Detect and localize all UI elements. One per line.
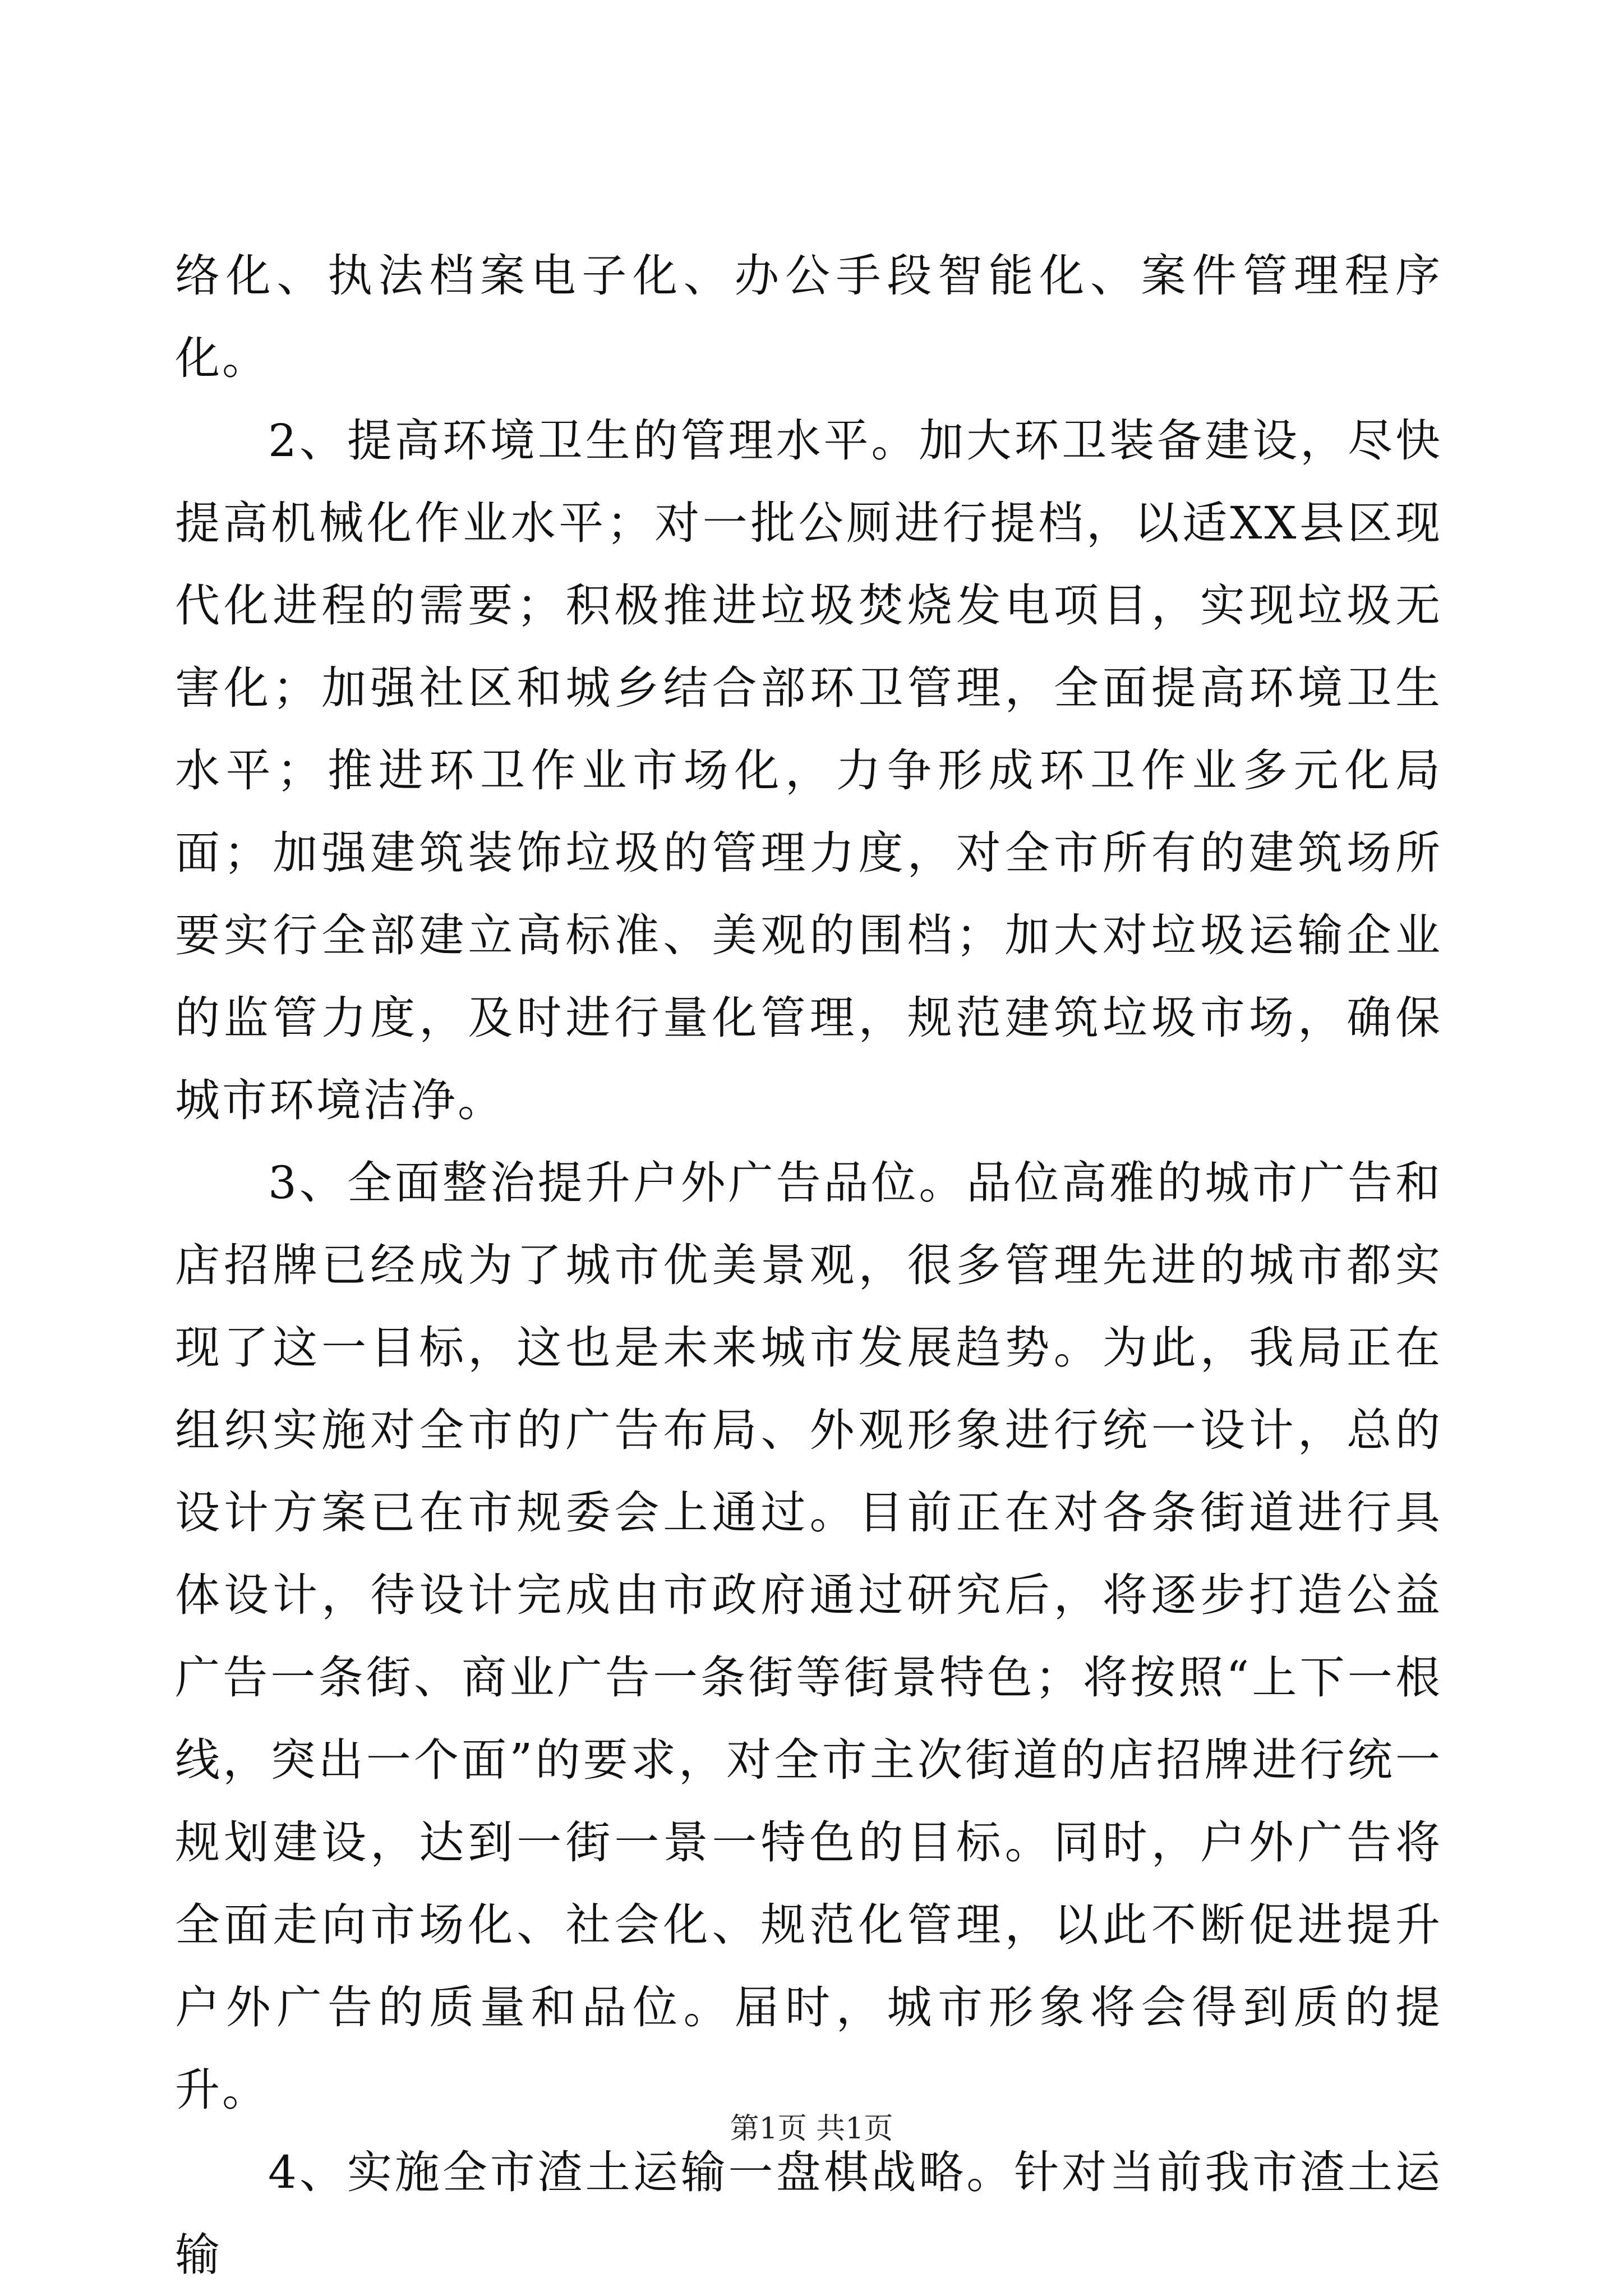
- paragraph-muck-transport: 4、实施全市渣土运输一盘棋战略。针对当前我市渣土运输: [175, 2146, 1442, 2281]
- paragraph-continuation: 络化、执法档案电子化、办公手段智能化、案件管理程序化。: [175, 250, 1442, 384]
- paragraph-environment-sanitation: 2、提高环境卫生的管理水平。加大环卫装备建设，尽快提高机械化作业水平；对一批公厕进行提档，以适XX县区现代化进程的需要；积极推进垃圾焚烧发电项目，实现垃圾无害化；加强社区和城乡结合部环卫管理，全面提高环境卫生水平；推进环卫作业市场化，力争形成环卫作业多元化局面；加强建筑装饰垃圾的管理力度，对全市所有的建筑场所要实行全部建立高标准、美观的围档；加大对垃圾运输企业的监管力度，及时进行量化管理，规范建筑垃圾市场，确保城市环境洁净。: [175, 415, 1442, 1126]
- paragraph-outdoor-advertising: 3、全面整治提升户外广告品位。品位高雅的城市广告和店招牌已经成为了城市优美景观，很多管理先进的城市都实现了这一目标，这也是未来城市发展趋势。为此，我局正在组织实施对全市的广告布局、外观形象进行统一设计，总的设计方案已在市规委会上通过。目前正在对各条街道进行具体设计，待设计完成由市政府通过研究后，将逐步打造公益广告一条街、商业广告一条街等街景特色；将按照“上下一根线，突出一个面”的要求，对全市主次街道的店招牌进行统一规划建设，达到一街一景一特色的目标。同时，户外广告将全面走向市场化、社会化、规范化管理，以此不断促进提升户外广告的质量和品位。届时，城市形象将会得到质的提升。: [175, 1157, 1442, 2116]
- document-body: [175, 234, 1442, 2296]
- page-footer: 第1页 共1页: [730, 2112, 893, 2146]
